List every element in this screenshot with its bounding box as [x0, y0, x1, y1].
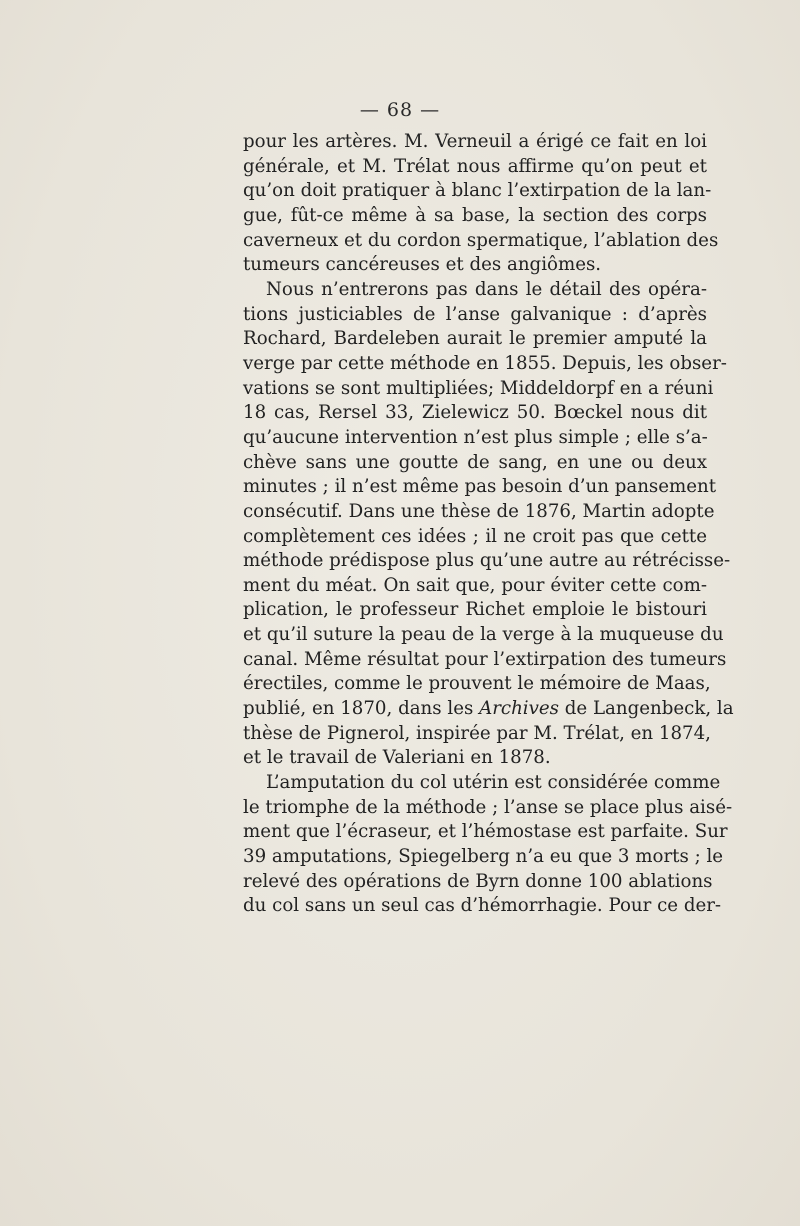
text-line: Rochard, Bardeleben aurait le premier amputé la [243, 328, 707, 350]
text-line: gue, fût-ce même à sa base, la section des corps [243, 204, 707, 226]
text-line: chève sans une goutte de sang, en une ou deux [243, 451, 707, 473]
text-line: et qu’il suture la peau de la verge à la muqueuse du [243, 624, 724, 646]
text-line: pour les artères. M. Verneuil a érigé ce fait en loi [243, 131, 707, 152]
text-line: qu’on doit pratiquer à blanc l’extirpation de la lan- [243, 180, 712, 202]
text-line: canal. Même résultat pour l’extirpation des tumeurs [243, 648, 727, 670]
text-line: le triomphe de la méthode ; l’anse se place plus aisé- [243, 796, 733, 818]
text-line: ment que l’écraseur, et l’hémostase est parfaite. Sur [243, 821, 728, 843]
text-line: tions justiciables de l’anse galvanique : d’après [243, 303, 707, 325]
text-line: minutes ; il n’est même pas besoin d’un pansement [243, 476, 717, 498]
text-line: érectiles, comme le prouvent le mémoire de Maas, [243, 673, 711, 695]
text-line: ment du méat. On sait que, pour éviter cette com- [243, 574, 707, 596]
text-line: thèse de Pignerol, inspirée par M. Trélat, en 1874, [243, 722, 711, 744]
page-number: — 68 — [359, 99, 441, 121]
text-fragment: publié, en 1870, dans les [243, 698, 480, 720]
text-fragment: de Langenbeck, la [559, 698, 734, 720]
text-line-with-italic [243, 697, 734, 722]
text-line: consécutif. Dans une thèse de 1876, Martin adopte [243, 500, 715, 522]
text-line: méthode prédispose plus qu’une autre au rétrécisse- [243, 550, 731, 572]
text-line: qu’aucune intervention n’est plus simple ; elle s’a- [243, 426, 708, 448]
text-line: vations se sont multipliées; Middeldorpf en a réuni [243, 377, 714, 399]
text-line: verge par cette méthode en 1855. Depuis, les obser- [243, 352, 727, 374]
text-line: complètement ces idées ; il ne croit pas que cette [243, 525, 707, 547]
text-line: 18 cas, Rersel 33, Zielewicz 50. Bœckel nous dit [243, 402, 707, 424]
italic-title-archives: Archives [479, 698, 559, 720]
text-line: générale, et M. Trélat nous affirme qu’on peut et [243, 155, 707, 177]
text-line: caverneux et du cordon spermatique, l’ablation des [243, 229, 719, 251]
text-line: plication, le professeur Richet emploie le bistouri [243, 599, 707, 621]
paragraph-end-line: tumeurs cancéreuses et des angiômes. [243, 254, 602, 276]
body-text [243, 130, 734, 919]
text-line: relevé des opérations de Byrn donne 100 ablations [243, 870, 713, 892]
text-line: du col sans un seul cas d’hémorrhagie. Pour ce der- [243, 895, 722, 917]
paragraph-start-line: L’amputation du col utérin est considérée comme [266, 772, 721, 794]
text-line: 39 amputations, Spiegelberg n’a eu que 3 morts ; le [243, 846, 724, 868]
paragraph-end-line: et le travail de Valeriani en 1878. [243, 747, 551, 769]
paragraph-start-line: Nous n’entrerons pas dans le détail des opéra- [266, 278, 707, 300]
